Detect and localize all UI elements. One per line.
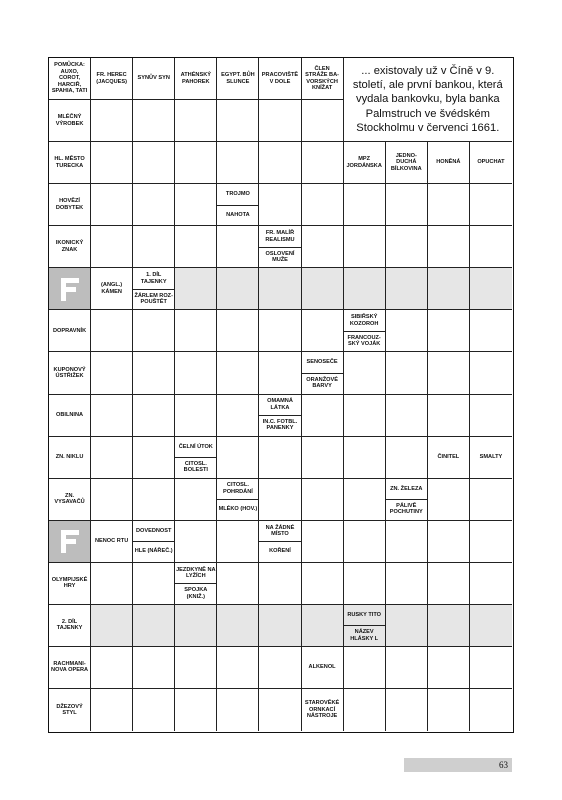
answer-cell bbox=[133, 437, 175, 479]
answer-cell bbox=[175, 100, 217, 142]
clue-cell bbox=[49, 58, 91, 100]
clue-text: CITOSL. POHRDÁNÍ bbox=[217, 479, 258, 501]
answer-cell bbox=[344, 479, 386, 521]
answer-cell bbox=[302, 605, 344, 647]
answer-cell bbox=[259, 310, 301, 352]
answer-cell bbox=[91, 142, 133, 184]
answer-cell bbox=[470, 605, 512, 647]
crossword-grid bbox=[48, 57, 514, 733]
answer-cell bbox=[259, 142, 301, 184]
answer-cell bbox=[344, 395, 386, 437]
answer-cell bbox=[91, 479, 133, 521]
clue-text: HL. MĚSTO TURECKA bbox=[54, 156, 85, 169]
answer-cell bbox=[386, 689, 428, 731]
answer-cell bbox=[259, 100, 301, 142]
clue-text: MPZ JORDÁNSKA bbox=[346, 156, 382, 169]
answer-cell bbox=[344, 521, 386, 563]
answer-cell bbox=[302, 437, 344, 479]
clue-text: (ANGL.) KÁMEN bbox=[101, 282, 123, 295]
answer-cell bbox=[217, 563, 259, 605]
answer-cell bbox=[344, 184, 386, 226]
answer-cell bbox=[470, 184, 512, 226]
clue-text: SMALTY bbox=[479, 453, 503, 460]
answer-cell bbox=[133, 479, 175, 521]
answer-cell bbox=[175, 689, 217, 731]
answer-cell bbox=[302, 395, 344, 437]
clue-text: OBILNINA bbox=[56, 411, 84, 418]
answer-cell bbox=[386, 647, 428, 689]
clue-cell bbox=[49, 310, 91, 352]
clue-cell bbox=[428, 437, 470, 479]
clue-cell-split bbox=[175, 563, 217, 605]
clue-cell bbox=[49, 647, 91, 689]
clue-text: STAROVĚKÉ ORNKACÍ NÁSTROJE bbox=[304, 700, 340, 720]
clue-text: ČLEN STRÁŽE BA- VORSKÝCH KNÍŽAT bbox=[305, 65, 339, 91]
clue-text: SIBIŘSKÝ KOZOROH bbox=[344, 310, 385, 332]
answer-cell bbox=[175, 142, 217, 184]
answer-cell bbox=[217, 647, 259, 689]
answer-cell bbox=[470, 352, 512, 394]
answer-cell bbox=[91, 310, 133, 352]
answer-cell bbox=[386, 605, 428, 647]
answer-cell bbox=[91, 647, 133, 689]
clue-text: ČELNÍ ÚTOK bbox=[175, 437, 216, 459]
answer-cell bbox=[217, 605, 259, 647]
answer-cell bbox=[386, 226, 428, 268]
answer-cell bbox=[217, 689, 259, 731]
page-number-box bbox=[404, 758, 512, 772]
clue-cell bbox=[49, 184, 91, 226]
clue-cell bbox=[49, 563, 91, 605]
answer-cell bbox=[302, 226, 344, 268]
answer-cell bbox=[133, 395, 175, 437]
answer-cell bbox=[470, 310, 512, 352]
answer-cell bbox=[302, 310, 344, 352]
answer-cell bbox=[344, 268, 386, 310]
clue-text: DOVEDNOST bbox=[133, 521, 174, 543]
clue-cell-split bbox=[386, 479, 428, 521]
clue-cell bbox=[91, 521, 133, 563]
clue-cell bbox=[302, 58, 344, 100]
answer-cell bbox=[91, 226, 133, 268]
clue-cell bbox=[470, 437, 512, 479]
answer-cell bbox=[133, 310, 175, 352]
clue-cell-split bbox=[259, 395, 301, 437]
clue-text: OLYMPIJSKÉ HRY bbox=[51, 576, 88, 590]
tajenka-marker bbox=[49, 521, 91, 563]
answer-cell bbox=[470, 395, 512, 437]
answer-cell bbox=[175, 479, 217, 521]
answer-cell bbox=[175, 226, 217, 268]
answer-cell bbox=[386, 563, 428, 605]
answer-cell bbox=[386, 310, 428, 352]
answer-cell bbox=[217, 142, 259, 184]
clue-cell bbox=[49, 437, 91, 479]
answer-cell bbox=[259, 689, 301, 731]
answer-cell bbox=[175, 605, 217, 647]
clue-cell bbox=[49, 395, 91, 437]
answer-cell bbox=[386, 352, 428, 394]
answer-cell bbox=[133, 142, 175, 184]
answer-cell bbox=[133, 100, 175, 142]
clue-text: CITOSL. BOLESTI bbox=[183, 460, 208, 474]
clue-text: FR. HEREC (JACQUES) bbox=[96, 72, 127, 85]
clue-cell bbox=[49, 605, 91, 647]
answer-cell bbox=[133, 689, 175, 731]
clue-cell bbox=[49, 100, 91, 142]
answer-cell bbox=[259, 605, 301, 647]
answer-cell bbox=[91, 437, 133, 479]
answer-cell bbox=[470, 647, 512, 689]
clue-text: JEDNO- DUCHÁ BÍLKOVINA bbox=[390, 153, 422, 172]
answer-cell bbox=[470, 268, 512, 310]
answer-cell bbox=[386, 521, 428, 563]
clue-text: NENOC RTU bbox=[94, 538, 129, 544]
clue-cell bbox=[470, 142, 512, 184]
answer-cell bbox=[302, 479, 344, 521]
clue-cell bbox=[49, 689, 91, 731]
answer-cell bbox=[175, 184, 217, 226]
answer-cell bbox=[386, 437, 428, 479]
answer-cell bbox=[386, 184, 428, 226]
clue-cell bbox=[302, 689, 344, 731]
answer-cell bbox=[133, 647, 175, 689]
clue-text: NAHOTA bbox=[226, 211, 250, 218]
answer-cell bbox=[91, 352, 133, 394]
answer-cell bbox=[175, 647, 217, 689]
clue-text: PÁLIVĚ POCHUTINY bbox=[389, 503, 423, 516]
answer-cell bbox=[344, 437, 386, 479]
answer-cell bbox=[386, 395, 428, 437]
clue-text: SENOSEČE bbox=[302, 352, 343, 374]
answer-cell bbox=[217, 100, 259, 142]
answer-cell bbox=[259, 184, 301, 226]
clue-text: ČINITEL bbox=[437, 453, 460, 460]
answer-cell bbox=[91, 689, 133, 731]
answer-cell bbox=[428, 647, 470, 689]
answer-cell bbox=[302, 563, 344, 605]
answer-cell bbox=[428, 479, 470, 521]
answer-cell bbox=[470, 563, 512, 605]
answer-cell bbox=[344, 563, 386, 605]
clue-cell-split bbox=[344, 605, 386, 647]
clue-cell bbox=[302, 647, 344, 689]
answer-cell bbox=[428, 689, 470, 731]
clue-cell bbox=[175, 58, 217, 100]
answer-cell bbox=[217, 437, 259, 479]
clue-text: SYNŮV SYN bbox=[137, 75, 170, 82]
clue-text: DŽEZOVÝ STYL bbox=[56, 703, 83, 716]
answer-cell bbox=[302, 100, 344, 142]
answer-cell bbox=[302, 268, 344, 310]
page-number: 63 bbox=[499, 760, 508, 770]
clue-text: MLÉČNÝ VÝROBEK bbox=[55, 114, 84, 127]
clue-text: SPOJKA (KNIŽ.) bbox=[184, 587, 208, 600]
answer-cell bbox=[217, 395, 259, 437]
answer-cell bbox=[91, 100, 133, 142]
answer-cell bbox=[259, 437, 301, 479]
clue-text: ATHÉNSKÝ PAHOREK bbox=[180, 72, 211, 85]
answer-cell bbox=[428, 352, 470, 394]
answer-cell bbox=[428, 521, 470, 563]
clue-text: 2. DÍL TAJENKY bbox=[56, 618, 83, 632]
clue-text: ŽÁRLEM ROZ- POUŠTĚT bbox=[134, 292, 173, 306]
clue-text: 1. DÍL TAJENKY bbox=[133, 268, 174, 290]
clue-text: FR. MALÍŘ REALISMU bbox=[259, 226, 300, 248]
clue-cell bbox=[344, 142, 386, 184]
clue-cell bbox=[133, 58, 175, 100]
answer-cell bbox=[302, 521, 344, 563]
answer-cell bbox=[217, 226, 259, 268]
answer-cell bbox=[91, 605, 133, 647]
clue-text: KUPONOVÝ ÚSTŘIŽEK bbox=[53, 366, 86, 379]
clue-text: DOPRAVNÍK bbox=[52, 327, 87, 334]
clue-cell bbox=[49, 142, 91, 184]
answer-cell bbox=[259, 563, 301, 605]
answer-cell bbox=[217, 310, 259, 352]
clue-cell bbox=[91, 268, 133, 310]
clue-text: ALKENOL bbox=[308, 664, 336, 671]
clue-cell bbox=[259, 58, 301, 100]
answer-cell bbox=[344, 352, 386, 394]
answer-cell bbox=[175, 352, 217, 394]
answer-cell bbox=[428, 605, 470, 647]
answer-cell bbox=[217, 521, 259, 563]
clue-cell bbox=[428, 142, 470, 184]
answer-cell bbox=[133, 563, 175, 605]
clue-cell bbox=[49, 226, 91, 268]
clue-text: ZN. NIKLU bbox=[55, 453, 84, 460]
answer-cell bbox=[428, 310, 470, 352]
answer-cell bbox=[133, 226, 175, 268]
clue-cell-split bbox=[217, 184, 259, 226]
answer-cell bbox=[133, 605, 175, 647]
answer-cell bbox=[259, 479, 301, 521]
answer-cell bbox=[133, 352, 175, 394]
clue-text: OMAMNÁ LÁTKA bbox=[259, 395, 300, 417]
answer-cell bbox=[175, 395, 217, 437]
clue-text: OSLOVENÍ MUŽE bbox=[265, 250, 295, 264]
clue-cell-split bbox=[302, 352, 344, 394]
clue-text: HLE (NÁŘEČ.) bbox=[134, 548, 173, 555]
answer-cell bbox=[217, 352, 259, 394]
answer-cell bbox=[344, 647, 386, 689]
answer-cell bbox=[175, 310, 217, 352]
clue-text: RUSKY TITO bbox=[344, 605, 385, 627]
clue-cell-split bbox=[133, 521, 175, 563]
clue-text: ZN. ŽELEZA bbox=[386, 479, 427, 501]
clue-text: IKONICKÝ ZNAK bbox=[55, 240, 84, 253]
clue-text: EGYPT. BŮH SLUNCE bbox=[221, 72, 255, 85]
quote-box: ... existovaly už v Číně v 9. století, ale první bankou, která vydala bankovku, byla banka Palmstruch ve švédském Stockholmu v červenci 1661. bbox=[344, 58, 512, 142]
answer-cell bbox=[344, 689, 386, 731]
clue-text: JEZDKYNĚ NA LYŽÍCH bbox=[175, 563, 216, 585]
answer-cell bbox=[428, 563, 470, 605]
answer-cell bbox=[175, 521, 217, 563]
answer-cell bbox=[470, 689, 512, 731]
clue-text: RACHMANI- NOVA OPERA bbox=[51, 660, 89, 674]
answer-cell bbox=[133, 184, 175, 226]
answer-cell bbox=[91, 395, 133, 437]
clue-text: ZN. VYSAVAČŮ bbox=[54, 492, 85, 506]
clue-text: TROJMO bbox=[217, 184, 258, 206]
tajenka-marker-icon bbox=[58, 527, 82, 555]
answer-cell bbox=[259, 352, 301, 394]
answer-cell bbox=[428, 184, 470, 226]
clue-text: PRACOVIŠTĚ V DOLE bbox=[261, 72, 299, 85]
answer-cell bbox=[91, 184, 133, 226]
clue-cell-split bbox=[175, 437, 217, 479]
clue-text: ORANŽOVÉ BARVY bbox=[306, 376, 338, 390]
answer-cell bbox=[428, 395, 470, 437]
clue-text: MLÉKO (HOV.) bbox=[218, 506, 258, 513]
answer-cell bbox=[302, 184, 344, 226]
clue-cell bbox=[91, 58, 133, 100]
answer-cell bbox=[344, 226, 386, 268]
clue-cell bbox=[49, 352, 91, 394]
clue-cell-split bbox=[259, 226, 301, 268]
clue-cell-split bbox=[259, 521, 301, 563]
answer-cell bbox=[175, 268, 217, 310]
answer-cell bbox=[470, 226, 512, 268]
clue-text: HOVĚZÍ DOBYTEK bbox=[55, 198, 84, 211]
clue-cell-split bbox=[217, 479, 259, 521]
clue-cell-split bbox=[133, 268, 175, 310]
clue-text: OPUCHAT bbox=[477, 159, 505, 166]
clue-text: NA ŽÁDNÉ MÍSTO bbox=[259, 521, 300, 543]
clue-text: NÁZEV HLÁSKY L bbox=[350, 629, 379, 642]
clue-cell bbox=[49, 479, 91, 521]
answer-cell bbox=[428, 268, 470, 310]
clue-text: KOŘENÍ bbox=[269, 548, 291, 555]
clue-cell bbox=[386, 142, 428, 184]
answer-cell bbox=[217, 268, 259, 310]
clue-text: FRANCOUZ- SKÝ VOJÁK bbox=[347, 334, 381, 348]
clue-text: HONĚNÁ bbox=[436, 159, 461, 166]
answer-cell bbox=[302, 142, 344, 184]
answer-cell bbox=[428, 226, 470, 268]
tajenka-marker bbox=[49, 268, 91, 310]
answer-cell bbox=[259, 268, 301, 310]
answer-cell bbox=[470, 479, 512, 521]
answer-cell bbox=[91, 563, 133, 605]
clue-text: IN.C. FOTBL. PANENKY bbox=[262, 418, 298, 432]
clue-text: POMŮCKA: AUXO, COROT, HARCIŘ, SPAHIA, TATI bbox=[51, 62, 88, 95]
clue-cell bbox=[217, 58, 259, 100]
answer-cell bbox=[470, 521, 512, 563]
answer-cell bbox=[259, 647, 301, 689]
tajenka-marker-icon bbox=[58, 275, 82, 303]
answer-cell bbox=[386, 268, 428, 310]
clue-cell-split bbox=[344, 310, 386, 352]
